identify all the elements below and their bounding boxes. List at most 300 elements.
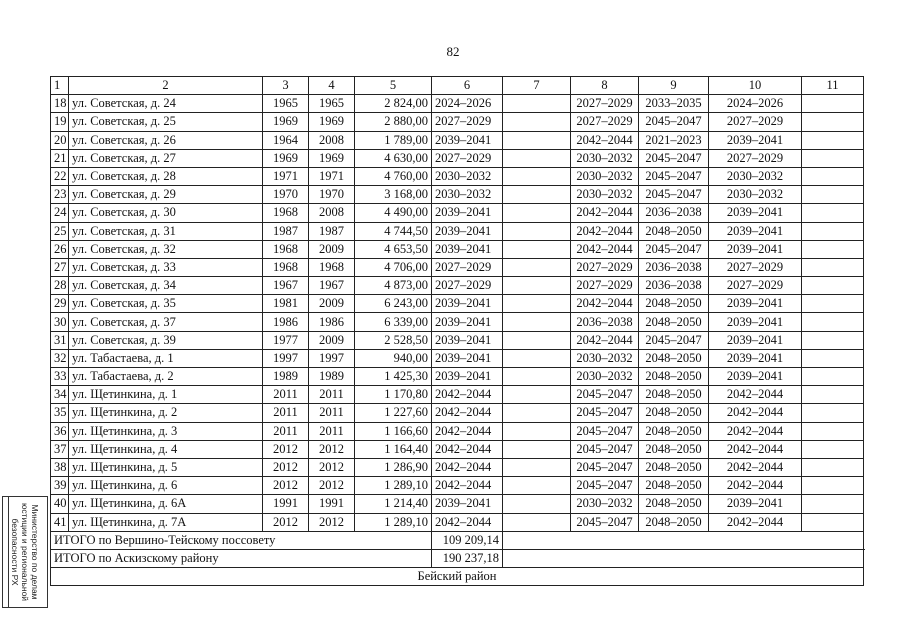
period-col8-cell: 2042–2044 xyxy=(571,222,639,240)
period-col6-cell: 2039–2041 xyxy=(432,240,503,258)
area-cell: 1 289,10 xyxy=(355,513,432,531)
area-cell: 1 227,60 xyxy=(355,404,432,422)
table-row xyxy=(51,258,864,276)
period-col8-cell: 2042–2044 xyxy=(571,131,639,149)
address-cell: ул. Щетинкина, д. 3 xyxy=(69,422,263,440)
period-col11-cell xyxy=(802,258,864,276)
period-col6-cell: 2042–2044 xyxy=(432,458,503,476)
renovation-year-cell: 2012 xyxy=(309,458,355,476)
column-header: 3 xyxy=(263,77,309,95)
period-col7-cell xyxy=(503,368,571,386)
build-year-cell: 1981 xyxy=(263,295,309,313)
address-cell: ул. Советская, д. 33 xyxy=(69,258,263,276)
period-col9-cell: 2045–2047 xyxy=(639,149,709,167)
period-col8-cell: 2030–2032 xyxy=(571,186,639,204)
renovation-year-cell: 1969 xyxy=(309,149,355,167)
address-cell: ул. Советская, д. 30 xyxy=(69,204,263,222)
renovation-year-cell: 2012 xyxy=(309,513,355,531)
period-col10-cell: 2039–2041 xyxy=(709,240,802,258)
renovation-year-cell: 1991 xyxy=(309,495,355,513)
build-year-cell: 1968 xyxy=(263,240,309,258)
address-cell: ул. Советская, д. 26 xyxy=(69,131,263,149)
period-col7-cell xyxy=(503,495,571,513)
period-col7-cell xyxy=(503,277,571,295)
address-cell: ул. Советская, д. 25 xyxy=(69,113,263,131)
period-col7-cell xyxy=(503,167,571,185)
area-cell: 1 166,60 xyxy=(355,422,432,440)
address-cell: ул. Советская, д. 35 xyxy=(69,295,263,313)
row-number-cell: 30 xyxy=(51,313,69,331)
period-col8-cell: 2030–2032 xyxy=(571,368,639,386)
period-col8-cell: 2042–2044 xyxy=(571,204,639,222)
total-label: ИТОГО по Вершино-Тейскому поссовету xyxy=(51,531,432,549)
period-col9-cell: 2045–2047 xyxy=(639,167,709,185)
renovation-year-cell: 2008 xyxy=(309,131,355,149)
period-col7-cell xyxy=(503,258,571,276)
address-cell: ул. Щетинкина, д. 6А xyxy=(69,495,263,513)
period-col9-cell: 2048–2050 xyxy=(639,422,709,440)
row-number-cell: 31 xyxy=(51,331,69,349)
stamp-border xyxy=(2,497,9,607)
stamp-text xyxy=(10,498,40,606)
period-col10-cell: 2024–2026 xyxy=(709,95,802,113)
renovation-year-cell: 1971 xyxy=(309,167,355,185)
renovation-year-cell: 2012 xyxy=(309,477,355,495)
build-year-cell: 2012 xyxy=(263,458,309,476)
period-col7-cell xyxy=(503,313,571,331)
period-col11-cell xyxy=(802,422,864,440)
area-cell: 940,00 xyxy=(355,349,432,367)
period-col8-cell: 2045–2047 xyxy=(571,440,639,458)
period-col11-cell xyxy=(802,131,864,149)
row-number-cell: 20 xyxy=(51,131,69,149)
period-col6-cell: 2027–2029 xyxy=(432,277,503,295)
period-col11-cell xyxy=(802,277,864,295)
period-col6-cell: 2042–2044 xyxy=(432,422,503,440)
build-year-cell: 1964 xyxy=(263,131,309,149)
table-row xyxy=(51,240,864,258)
build-year-cell: 1967 xyxy=(263,277,309,295)
period-col9-cell: 2048–2050 xyxy=(639,513,709,531)
address-cell: ул. Советская, д. 29 xyxy=(69,186,263,204)
period-col9-cell: 2045–2047 xyxy=(639,240,709,258)
build-year-cell: 1969 xyxy=(263,149,309,167)
row-number-cell: 22 xyxy=(51,167,69,185)
period-col8-cell: 2030–2032 xyxy=(571,167,639,185)
period-col6-cell: 2039–2041 xyxy=(432,131,503,149)
area-cell: 1 164,40 xyxy=(355,440,432,458)
period-col10-cell: 2027–2029 xyxy=(709,149,802,167)
period-col11-cell xyxy=(802,404,864,422)
period-col10-cell: 2042–2044 xyxy=(709,458,802,476)
address-cell: ул. Табастаева, д. 2 xyxy=(69,368,263,386)
period-col7-cell xyxy=(503,113,571,131)
period-col6-cell: 2039–2041 xyxy=(432,313,503,331)
period-col8-cell: 2045–2047 xyxy=(571,513,639,531)
period-col6-cell: 2027–2029 xyxy=(432,113,503,131)
period-col9-cell: 2048–2050 xyxy=(639,349,709,367)
period-col9-cell: 2048–2050 xyxy=(639,386,709,404)
period-col11-cell xyxy=(802,495,864,513)
renovation-year-cell: 2011 xyxy=(309,404,355,422)
renovation-year-cell: 2009 xyxy=(309,331,355,349)
period-col7-cell xyxy=(503,404,571,422)
stamp-line: Министерство по делам xyxy=(30,504,40,600)
row-number-cell: 25 xyxy=(51,222,69,240)
table-row xyxy=(51,113,864,131)
renovation-year-cell: 2008 xyxy=(309,204,355,222)
row-number-cell: 37 xyxy=(51,440,69,458)
column-header: 9 xyxy=(639,77,709,95)
period-col6-cell: 2042–2044 xyxy=(432,404,503,422)
build-year-cell: 1986 xyxy=(263,313,309,331)
address-cell: ул. Щетинкина, д. 2 xyxy=(69,404,263,422)
period-col6-cell: 2039–2041 xyxy=(432,295,503,313)
table-row xyxy=(51,513,864,531)
period-col10-cell: 2039–2041 xyxy=(709,295,802,313)
row-number-cell: 28 xyxy=(51,277,69,295)
column-header: 10 xyxy=(709,77,802,95)
row-number-cell: 35 xyxy=(51,404,69,422)
period-col8-cell: 2045–2047 xyxy=(571,458,639,476)
period-col11-cell xyxy=(802,386,864,404)
table-row xyxy=(51,477,864,495)
row-number-cell: 29 xyxy=(51,295,69,313)
period-col9-cell: 2045–2047 xyxy=(639,186,709,204)
area-cell: 4 760,00 xyxy=(355,167,432,185)
table-row xyxy=(51,131,864,149)
period-col8-cell: 2030–2032 xyxy=(571,349,639,367)
period-col10-cell: 2039–2041 xyxy=(709,495,802,513)
renovation-year-cell: 2012 xyxy=(309,440,355,458)
row-number-cell: 34 xyxy=(51,386,69,404)
period-col10-cell: 2039–2041 xyxy=(709,349,802,367)
table-row xyxy=(51,186,864,204)
row-number-cell: 36 xyxy=(51,422,69,440)
period-col8-cell: 2045–2047 xyxy=(571,422,639,440)
period-col7-cell xyxy=(503,295,571,313)
column-header: 11 xyxy=(802,77,864,95)
table-row xyxy=(51,404,864,422)
table-row xyxy=(51,167,864,185)
period-col6-cell: 2030–2032 xyxy=(432,186,503,204)
row-number-cell: 32 xyxy=(51,349,69,367)
period-col8-cell: 2042–2044 xyxy=(571,240,639,258)
build-year-cell: 2012 xyxy=(263,477,309,495)
period-col6-cell: 2039–2041 xyxy=(432,368,503,386)
period-col7-cell xyxy=(503,349,571,367)
period-col11-cell xyxy=(802,331,864,349)
table-row xyxy=(51,368,864,386)
period-col6-cell: 2042–2044 xyxy=(432,386,503,404)
renovation-year-cell: 1986 xyxy=(309,313,355,331)
table-row xyxy=(51,222,864,240)
period-col11-cell xyxy=(802,186,864,204)
period-col6-cell: 2039–2041 xyxy=(432,331,503,349)
renovation-year-cell: 1967 xyxy=(309,277,355,295)
area-cell: 2 880,00 xyxy=(355,113,432,131)
renovation-year-cell: 2009 xyxy=(309,240,355,258)
row-number-cell: 40 xyxy=(51,495,69,513)
period-col9-cell: 2048–2050 xyxy=(639,295,709,313)
period-col11-cell xyxy=(802,167,864,185)
period-col11-cell xyxy=(802,295,864,313)
registration-stamp xyxy=(2,496,48,608)
period-col9-cell: 2048–2050 xyxy=(639,477,709,495)
total-row-settlement xyxy=(51,531,864,549)
period-col9-cell: 2045–2047 xyxy=(639,113,709,131)
period-col6-cell: 2027–2029 xyxy=(432,258,503,276)
total-value: 190 237,18 xyxy=(432,549,503,567)
period-col11-cell xyxy=(802,458,864,476)
area-cell: 1 289,10 xyxy=(355,477,432,495)
column-header: 1 xyxy=(51,77,69,95)
address-cell: ул. Советская, д. 27 xyxy=(69,149,263,167)
period-col10-cell: 2027–2029 xyxy=(709,277,802,295)
period-col10-cell: 2042–2044 xyxy=(709,422,802,440)
table-row xyxy=(51,149,864,167)
table-row xyxy=(51,440,864,458)
renovation-year-cell: 1970 xyxy=(309,186,355,204)
housing-schedule-table xyxy=(50,76,864,586)
address-cell: ул. Щетинкина, д. 1 xyxy=(69,386,263,404)
period-col10-cell: 2027–2029 xyxy=(709,113,802,131)
period-col9-cell: 2048–2050 xyxy=(639,313,709,331)
period-col9-cell: 2048–2050 xyxy=(639,495,709,513)
table-row xyxy=(51,422,864,440)
renovation-year-cell: 1997 xyxy=(309,349,355,367)
renovation-year-cell: 1989 xyxy=(309,368,355,386)
area-cell: 4 653,50 xyxy=(355,240,432,258)
build-year-cell: 1970 xyxy=(263,186,309,204)
build-year-cell: 2011 xyxy=(263,404,309,422)
column-number-row xyxy=(51,77,864,95)
area-cell: 4 873,00 xyxy=(355,277,432,295)
table-row xyxy=(51,458,864,476)
area-cell: 6 243,00 xyxy=(355,295,432,313)
build-year-cell: 1968 xyxy=(263,258,309,276)
address-cell: ул. Табастаева, д. 1 xyxy=(69,349,263,367)
period-col8-cell: 2030–2032 xyxy=(571,495,639,513)
build-year-cell: 1987 xyxy=(263,222,309,240)
period-col8-cell: 2036–2038 xyxy=(571,313,639,331)
build-year-cell: 2011 xyxy=(263,386,309,404)
column-header: 6 xyxy=(432,77,503,95)
build-year-cell: 1965 xyxy=(263,95,309,113)
period-col10-cell: 2042–2044 xyxy=(709,386,802,404)
build-year-cell: 1997 xyxy=(263,349,309,367)
area-cell: 1 170,80 xyxy=(355,386,432,404)
period-col8-cell: 2027–2029 xyxy=(571,258,639,276)
address-cell: ул. Щетинкина, д. 7А xyxy=(69,513,263,531)
period-col10-cell: 2042–2044 xyxy=(709,477,802,495)
table-row xyxy=(51,313,864,331)
period-col7-cell xyxy=(503,240,571,258)
renovation-year-cell: 1969 xyxy=(309,113,355,131)
period-col10-cell: 2039–2041 xyxy=(709,313,802,331)
period-col6-cell: 2039–2041 xyxy=(432,204,503,222)
period-col6-cell: 2027–2029 xyxy=(432,149,503,167)
period-col8-cell: 2042–2044 xyxy=(571,331,639,349)
period-col8-cell: 2027–2029 xyxy=(571,113,639,131)
row-number-cell: 39 xyxy=(51,477,69,495)
period-col9-cell: 2048–2050 xyxy=(639,404,709,422)
area-cell: 1 286,90 xyxy=(355,458,432,476)
period-col8-cell: 2045–2047 xyxy=(571,386,639,404)
period-col10-cell: 2039–2041 xyxy=(709,131,802,149)
area-cell: 2 528,50 xyxy=(355,331,432,349)
build-year-cell: 1977 xyxy=(263,331,309,349)
period-col11-cell xyxy=(802,313,864,331)
renovation-year-cell: 2009 xyxy=(309,295,355,313)
period-col7-cell xyxy=(503,386,571,404)
period-col8-cell: 2045–2047 xyxy=(571,477,639,495)
build-year-cell: 1969 xyxy=(263,113,309,131)
total-row-district xyxy=(51,549,864,567)
section-heading-row xyxy=(51,568,864,586)
build-year-cell: 1989 xyxy=(263,368,309,386)
renovation-year-cell: 2011 xyxy=(309,422,355,440)
row-number-cell: 18 xyxy=(51,95,69,113)
area-cell: 6 339,00 xyxy=(355,313,432,331)
period-col8-cell: 2027–2029 xyxy=(571,95,639,113)
row-number-cell: 27 xyxy=(51,258,69,276)
address-cell: ул. Советская, д. 31 xyxy=(69,222,263,240)
period-col6-cell: 2039–2041 xyxy=(432,222,503,240)
build-year-cell: 2012 xyxy=(263,440,309,458)
renovation-year-cell: 1987 xyxy=(309,222,355,240)
period-col10-cell: 2039–2041 xyxy=(709,331,802,349)
build-year-cell: 1968 xyxy=(263,204,309,222)
period-col9-cell: 2036–2038 xyxy=(639,277,709,295)
row-number-cell: 26 xyxy=(51,240,69,258)
period-col6-cell: 2039–2041 xyxy=(432,495,503,513)
period-col9-cell: 2048–2050 xyxy=(639,368,709,386)
column-header: 4 xyxy=(309,77,355,95)
row-number-cell: 24 xyxy=(51,204,69,222)
period-col7-cell xyxy=(503,204,571,222)
period-col8-cell: 2042–2044 xyxy=(571,295,639,313)
address-cell: ул. Щетинкина, д. 6 xyxy=(69,477,263,495)
page-number: 82 xyxy=(446,44,460,59)
period-col7-cell xyxy=(503,477,571,495)
period-col9-cell: 2036–2038 xyxy=(639,258,709,276)
area-cell: 1 425,30 xyxy=(355,368,432,386)
period-col9-cell: 2048–2050 xyxy=(639,440,709,458)
period-col11-cell xyxy=(802,349,864,367)
address-cell: ул. Советская, д. 34 xyxy=(69,277,263,295)
period-col6-cell: 2042–2044 xyxy=(432,477,503,495)
table-row xyxy=(51,295,864,313)
total-label: ИТОГО по Аскизскому району xyxy=(51,549,432,567)
period-col10-cell: 2039–2041 xyxy=(709,222,802,240)
area-cell: 4 706,00 xyxy=(355,258,432,276)
period-col11-cell xyxy=(802,477,864,495)
total-empty xyxy=(503,549,864,567)
period-col7-cell xyxy=(503,186,571,204)
row-number-cell: 19 xyxy=(51,113,69,131)
table-row xyxy=(51,277,864,295)
address-cell: ул. Советская, д. 39 xyxy=(69,331,263,349)
period-col11-cell xyxy=(802,368,864,386)
period-col9-cell: 2045–2047 xyxy=(639,331,709,349)
stamp-line: безопасности РХ xyxy=(10,518,20,586)
period-col6-cell: 2039–2041 xyxy=(432,349,503,367)
address-cell: ул. Советская, д. 32 xyxy=(69,240,263,258)
address-cell: ул. Советская, д. 37 xyxy=(69,313,263,331)
area-cell: 1 789,00 xyxy=(355,131,432,149)
column-header: 8 xyxy=(571,77,639,95)
period-col7-cell xyxy=(503,513,571,531)
period-col10-cell: 2030–2032 xyxy=(709,186,802,204)
build-year-cell: 1971 xyxy=(263,167,309,185)
renovation-year-cell: 2011 xyxy=(309,386,355,404)
area-cell: 3 168,00 xyxy=(355,186,432,204)
period-col10-cell: 2039–2041 xyxy=(709,368,802,386)
period-col10-cell: 2042–2044 xyxy=(709,440,802,458)
row-number-cell: 38 xyxy=(51,458,69,476)
table-row xyxy=(51,349,864,367)
period-col9-cell: 2033–2035 xyxy=(639,95,709,113)
period-col8-cell: 2027–2029 xyxy=(571,277,639,295)
stamp-line: юстиции и региональной xyxy=(20,502,30,602)
period-col10-cell: 2042–2044 xyxy=(709,513,802,531)
period-col9-cell: 2048–2050 xyxy=(639,458,709,476)
period-col10-cell: 2030–2032 xyxy=(709,167,802,185)
period-col10-cell: 2039–2041 xyxy=(709,204,802,222)
period-col11-cell xyxy=(802,149,864,167)
period-col11-cell xyxy=(802,240,864,258)
total-value: 109 209,14 xyxy=(432,531,503,549)
period-col8-cell: 2030–2032 xyxy=(571,149,639,167)
area-cell: 4 744,50 xyxy=(355,222,432,240)
period-col7-cell xyxy=(503,422,571,440)
build-year-cell: 2012 xyxy=(263,513,309,531)
area-cell: 4 630,00 xyxy=(355,149,432,167)
period-col7-cell xyxy=(503,440,571,458)
table-row xyxy=(51,204,864,222)
period-col11-cell xyxy=(802,204,864,222)
table-row xyxy=(51,386,864,404)
period-col7-cell xyxy=(503,95,571,113)
address-cell: ул. Советская, д. 28 xyxy=(69,167,263,185)
period-col7-cell xyxy=(503,131,571,149)
renovation-year-cell: 1968 xyxy=(309,258,355,276)
period-col11-cell xyxy=(802,222,864,240)
period-col11-cell xyxy=(802,95,864,113)
row-number-cell: 41 xyxy=(51,513,69,531)
total-empty xyxy=(503,531,864,549)
address-cell: ул. Советская, д. 24 xyxy=(69,95,263,113)
period-col7-cell xyxy=(503,149,571,167)
period-col6-cell: 2042–2044 xyxy=(432,440,503,458)
period-col11-cell xyxy=(802,440,864,458)
period-col6-cell: 2024–2026 xyxy=(432,95,503,113)
build-year-cell: 1991 xyxy=(263,495,309,513)
address-cell: ул. Щетинкина, д. 4 xyxy=(69,440,263,458)
period-col6-cell: 2030–2032 xyxy=(432,167,503,185)
table-row xyxy=(51,331,864,349)
area-cell: 4 490,00 xyxy=(355,204,432,222)
period-col7-cell xyxy=(503,458,571,476)
period-col9-cell: 2048–2050 xyxy=(639,222,709,240)
period-col10-cell: 2027–2029 xyxy=(709,258,802,276)
area-cell: 1 214,40 xyxy=(355,495,432,513)
period-col10-cell: 2042–2044 xyxy=(709,404,802,422)
period-col6-cell: 2042–2044 xyxy=(432,513,503,531)
period-col9-cell: 2021–2023 xyxy=(639,131,709,149)
period-col9-cell: 2036–2038 xyxy=(639,204,709,222)
